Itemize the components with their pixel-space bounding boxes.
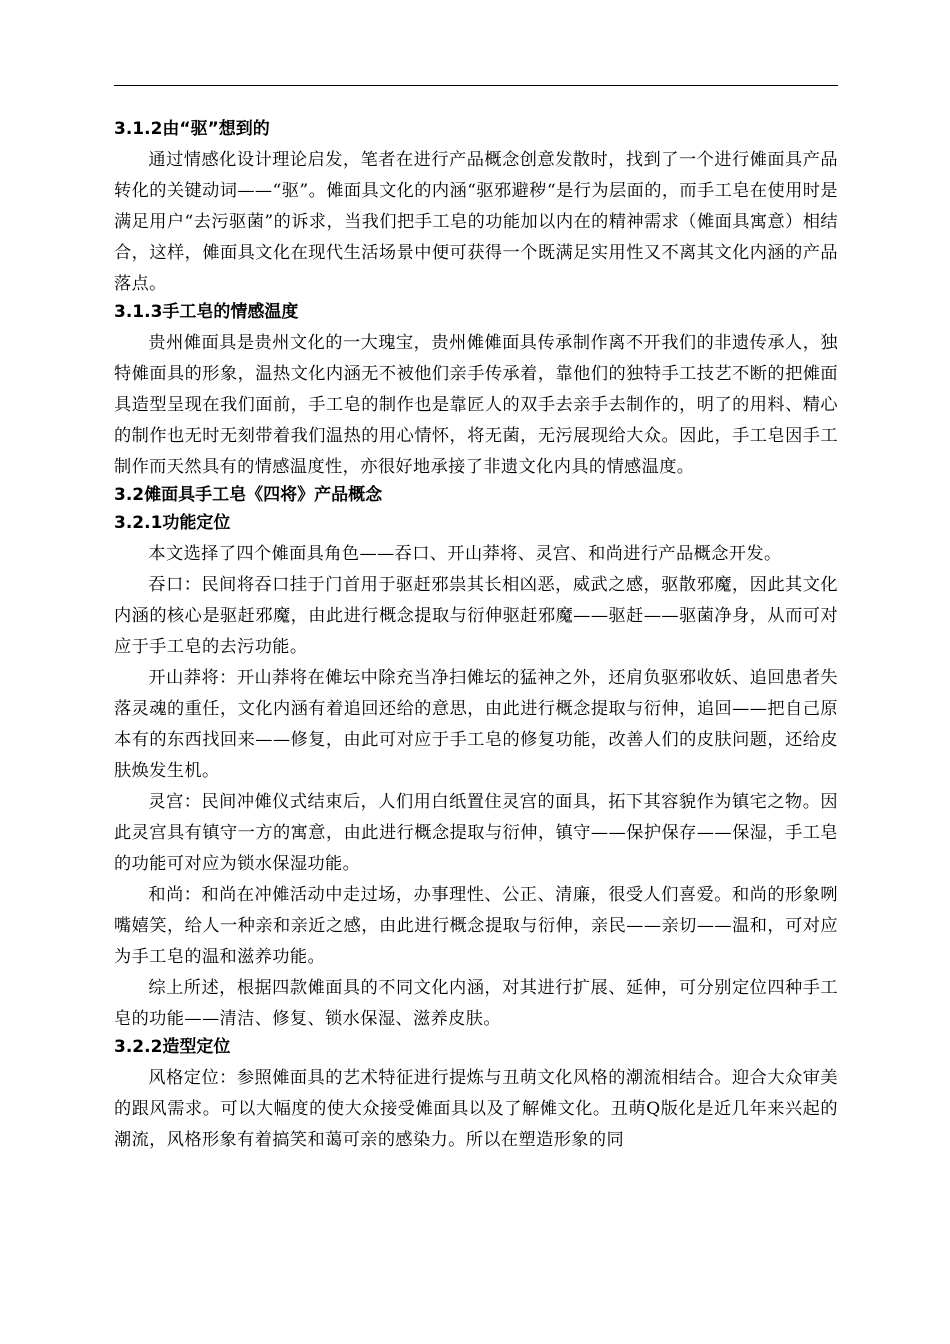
paragraph-emotional-warmth: 贵州傩面具是贵州文化的一大瑰宝，贵州傩傩面具传承制作离不开我们的非遗传承人，独特傩面具的形象，温热文化内涵无不被他们亲手传承着，靠他们的独特手工技艺不断的把傩面具造型呈现在我们面前，手工皂的制作也是靠匠人的双手去亲手去制作的，明了的用料、精心的制作也无时无刻带着我们温热的用心情怀，将无菌，无污展现给大众。因此，手工皂因手工制作而天然具有的情感温度性，亦很好地承接了非遗文化内具的情感温度。: [114, 333, 838, 477]
paragraph-tunkou: 吞口：民间将吞口挂于门首用于驱赶邪祟其长相凶恶，威武之感，驱散邪魔，因此其文化内涵的核心是驱赶邪魔，由此进行概念提取与衍伸驱赶邪魔——驱赶——驱菌净身，从而可对应于手工皂的去污功能。: [114, 575, 838, 657]
paragraph-qu-concept: 通过情感化设计理论启发，笔者在进行产品概念创意发散时，找到了一个进行傩面具产品转化的关键动词——“驱”。傩面具文化的内涵“驱邪避秽“是行为层面的，而手工皂在使用时是满足用户“去污驱菌”的诉求，当我们把手工皂的功能加以内在的精神需求（傩面具寓意）相结合，这样，傩面具文化在现代生活场景中便可获得一个既满足实用性又不离其文化内涵的产品落点。: [114, 150, 838, 294]
document-body: [114, 117, 838, 1156]
paragraph-style-positioning: 风格定位：参照傩面具的艺术特征进行提炼与丑萌文化风格的潮流相结合。迎合大众审美的跟风需求。可以大幅度的使大众接受傩面具以及了解傩文化。丑萌Q版化是近几年来兴起的潮流，风格形象有着搞笑和蔼可亲的感染力。所以在塑造形象的同: [114, 1068, 838, 1150]
paragraph-four-masks-intro: 本文选择了四个傩面具角色——吞口、开山莽将、灵宫、和尚进行产品概念开发。: [148, 544, 782, 564]
section-heading-3-2-1: 3.2.1功能定位: [114, 513, 231, 533]
paragraph-linggong: 灵宫：民间冲傩仪式结束后，人们用白纸置住灵宫的面具，拓下其容貌作为镇宅之物。因此灵宫具有镇守一方的寓意，由此进行概念提取与衍伸，镇守——保护保存——保湿，手工皂的功能可对应为锁水保湿功能。: [114, 792, 838, 874]
header-rule: [114, 85, 838, 86]
section-heading-3-1-2: 3.1.2由“驱”想到的: [114, 119, 270, 139]
paragraph-heshang: 和尚：和尚在冲傩活动中走过场，办事理性、公正、清廉，很受人们喜爱。和尚的形象咧嘴嬉笑，给人一种亲和亲近之感，由此进行概念提取与衍伸，亲民——亲切——温和，可对应为手工皂的温和滋养功能。: [114, 885, 838, 967]
paragraph-kaishan-mangjiang: 开山莽将：开山莽将在傩坛中除充当净扫傩坛的猛神之外，还肩负驱邪收妖、追回患者失落灵魂的重任，文化内涵有着追回还给的意思，由此进行概念提取与衍伸，追回——把自己原本有的东西找回来——修复，由此可对应于手工皂的修复功能，改善人们的皮肤问题，还给皮肤焕发生机。: [114, 668, 838, 781]
section-heading-3-2: 3.2傩面具手工皂《四将》产品概念: [114, 485, 383, 505]
paragraph-summary: 综上所述，根据四款傩面具的不同文化内涵，对其进行扩展、延伸，可分别定位四种手工皂的功能——清洁、修复、锁水保湿、滋养皮肤。: [114, 978, 838, 1029]
section-heading-3-1-3: 3.1.3手工皂的情感温度: [114, 302, 299, 322]
section-heading-3-2-2: 3.2.2造型定位: [114, 1037, 231, 1057]
